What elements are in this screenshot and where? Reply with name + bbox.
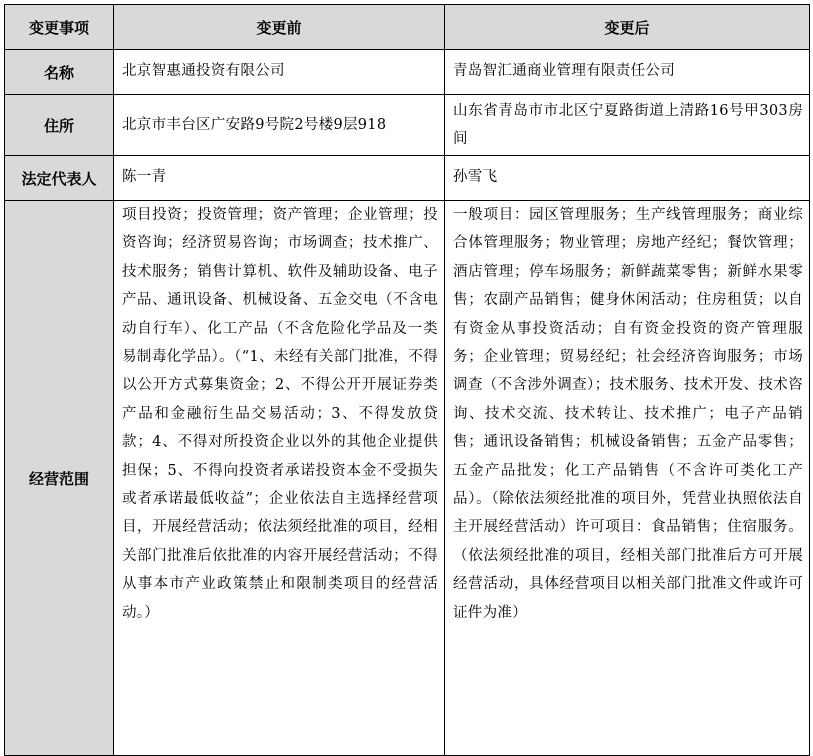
name-after: 青岛智汇通商业管理有限责任公司: [445, 50, 810, 95]
legal-representative-after: 孙雪飞: [445, 156, 810, 201]
row-label-business-scope: 经营范围: [5, 201, 114, 756]
row-label-legal-representative: 法定代表人: [5, 156, 114, 201]
business-scope-before: 项目投资；投资管理；资产管理；企业管理；投资咨询；经济贸易咨询；市场调查；技术推广、技术服务；销售计算机、软件及辅助设备、电子产品、通讯设备、机械设备、五金交电（不含电动自行车）、化工产品（不含危险化学品及一类易制毒化学品）。（“1、未经有关部门批准，不得以公开方式募集资金；2、不得公开开展证券类产品和金融衍生品交易活动；3、不得发放贷款；4、不得对所投资企业以外的其他企业提供担保；5、不得向投资者承诺投资本金不受损失或者承诺最低收益”；企业依法自主选择经营项目，开展经营活动；依法须经批准的项目，经相关部门批准后依批准的内容开展经营活动；不得从事本市产业政策禁止和限制类项目的经营活动。）: [114, 201, 445, 756]
row-label-address: 住所: [5, 95, 114, 156]
table-row-legal-representative: [5, 156, 810, 201]
header-before: 变更前: [114, 5, 445, 50]
business-scope-after: 一般项目：园区管理服务；生产线管理服务；商业综合体管理服务；物业管理；房地产经纪；餐饮管理；酒店管理；停车场服务；新鲜蔬菜零售；新鲜水果零售；农副产品销售；健身休闲活动；住房租赁；以自有资金从事投资活动；自有资金投资的资产管理服务；企业管理；贸易经纪；社会经济咨询服务；市场调查（不含涉外调查）；技术服务、技术开发、技术咨询、技术交流、技术转让、技术推广；电子产品销售；通讯设备销售；机械设备销售；五金产品零售；五金产品批发；化工产品销售（不含许可类化工产品）。（除依法须经批准的项目外，凭营业执照依法自主开展经营活动）许可项目：食品销售；住宿服务。（依法须经批准的项目，经相关部门批准后方可开展经营活动，具体经营项目以相关部门批准文件或许可证件为准）: [445, 201, 810, 756]
name-before: 北京智惠通投资有限公司: [114, 50, 445, 95]
header-item: 变更事项: [5, 5, 114, 50]
row-label-name: 名称: [5, 50, 114, 95]
address-before: 北京市丰台区广安路9号院2号楼9层918: [114, 95, 445, 156]
legal-representative-before: 陈一青: [114, 156, 445, 201]
header-after: 变更后: [445, 5, 810, 50]
table-header-row: [5, 5, 810, 50]
table-row-business-scope: [5, 201, 810, 756]
table-row-name: [5, 50, 810, 95]
table-row-address: [5, 95, 810, 156]
address-after: 山东省青岛市市北区宁夏路街道上清路16号甲303房间: [445, 95, 810, 156]
change-comparison-table: [4, 4, 810, 756]
